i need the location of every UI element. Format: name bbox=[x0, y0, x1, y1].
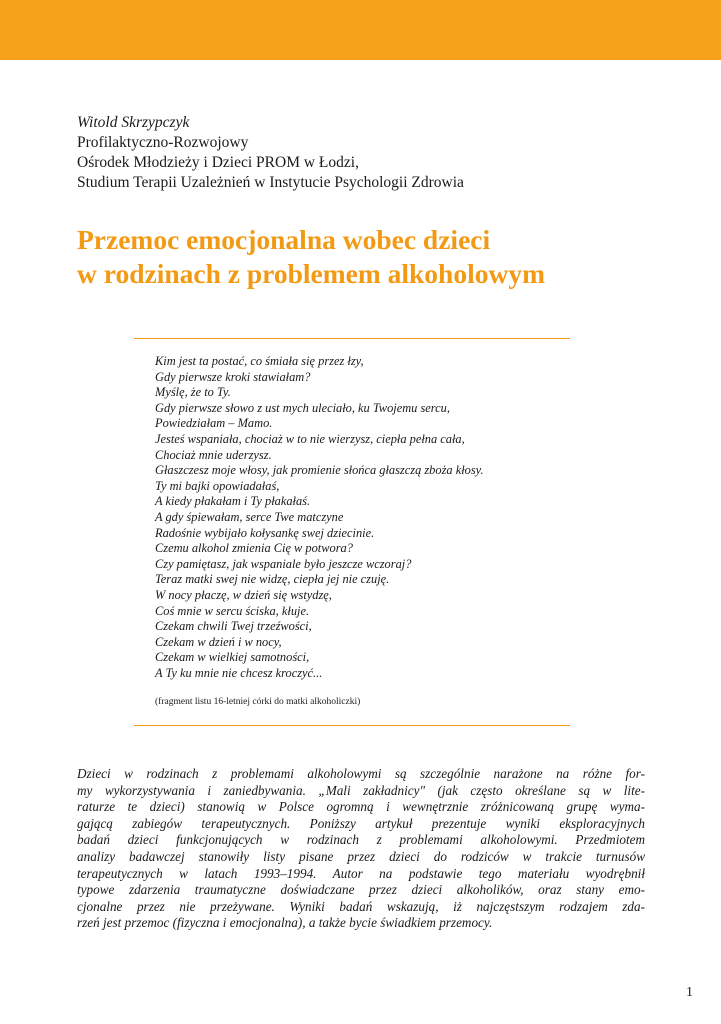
abstract-line: cjonalne przez nie przeżywane. Wyniki badań wskazują, iż najczęstszym rodzajem zda- bbox=[77, 898, 645, 914]
author-block bbox=[77, 113, 677, 193]
poem-line: Gdy pierwsze kroki stawiałam? bbox=[155, 369, 311, 384]
affiliation-line: Ośrodek Młodzieży i Dzieci PROM w Łodzi, bbox=[77, 154, 359, 171]
affiliation-line: Profilaktyczno-Rozwojowy bbox=[77, 134, 249, 151]
author-name: Witold Skrzypczyk bbox=[77, 114, 190, 131]
title-line: w rodzinach z problemem alkoholowym bbox=[77, 258, 546, 289]
poem-line: W nocy płaczę, w dzień się wstydzę, bbox=[155, 587, 332, 602]
poem-line: Powiedziałam – Mamo. bbox=[155, 416, 273, 431]
poem-line: Czekam w dzień i w nocy, bbox=[155, 634, 282, 649]
divider-bottom bbox=[134, 725, 570, 726]
poem-line: Ty mi bajki opowiadałaś, bbox=[155, 478, 280, 493]
header-color-bar bbox=[0, 0, 721, 60]
poem-line: Jesteś wspaniała, chociaż w to nie wierzysz, ciepła pełna cała, bbox=[155, 431, 465, 446]
poem-source-note: (fragment listu 16-letniej córki do matki alkoholiczki) bbox=[155, 697, 361, 707]
abstract-line: rzeń jest przemoc (fizyczna i emocjonalna), a także bycie świadkiem przemocy. bbox=[77, 915, 493, 931]
poem-line: Teraz matki swej nie widzę, ciepła jej nie czuję. bbox=[155, 572, 390, 587]
abstract-line: terapeutycznych w latach 1993–1994. Autor na podstawie tego materiału wyodrębnił bbox=[77, 865, 645, 881]
poem-line: A gdy śpiewałam, serce Twe matczyne bbox=[155, 509, 344, 524]
abstract-line: typowe zdarzenia traumatyczne doświadczane przez dzieci alkoholików, oraz stany emo- bbox=[77, 882, 645, 898]
abstract-line: raturze te dzieci) stanowią w Polsce ogromną i wewnętrznie zróżnicowaną grupę wyma- bbox=[77, 799, 645, 815]
poem-line: A kiedy płakałam i Ty płakałaś. bbox=[155, 494, 311, 509]
divider-top bbox=[134, 338, 570, 339]
poem-line: Radośnie wybijało kołysankę swej dziecinie. bbox=[155, 525, 375, 540]
poem-line: Kim jest ta postać, co śmiała się przez łzy, bbox=[155, 354, 364, 368]
abstract-line: analizy badawczej stanowiły listy pisane przez dzieci do rodziców w trakcie turnusów bbox=[77, 848, 645, 864]
poem-line: Czy pamiętasz, jak wspaniale było jeszcze wczoraj? bbox=[155, 556, 412, 571]
abstract-line: badań dzieci funkcjonujących w rodzinach z problemami alkoholowymi. Przedmiotem bbox=[77, 832, 645, 848]
affiliation-line: Studium Terapii Uzależnień w Instytucie Psychologii Zdrowia bbox=[77, 174, 464, 191]
poem-line: Myślę, że to Ty. bbox=[155, 385, 231, 400]
poem-line: Czemu alkohol zmienia Cię w potwora? bbox=[155, 541, 353, 556]
abstract-line: gającą zabiegów terapeutycznych. Poniższy artykuł prezentuje wyniki eksploracyjnych bbox=[77, 815, 645, 831]
poem-line: Coś mnie w sercu ściska, kłuje. bbox=[155, 603, 310, 618]
article-title bbox=[77, 223, 697, 291]
poem-epigraph bbox=[155, 354, 585, 681]
poem-line: Czekam w wielkiej samotności, bbox=[155, 650, 310, 665]
abstract-line: my wykorzystywania i zaniedbywania. „Mali zakładnicy" (jak często określane są w lite- bbox=[77, 782, 645, 798]
poem-line: A Ty ku mnie nie chcesz kroczyć... bbox=[155, 665, 323, 680]
abstract bbox=[77, 766, 645, 932]
poem-line: Chociaż mnie uderzysz. bbox=[155, 447, 272, 462]
page-number: 1 bbox=[686, 985, 693, 1000]
poem-line: Czekam chwili Twej trzeźwości, bbox=[155, 619, 312, 634]
abstract-line: Dzieci w rodzinach z problemami alkoholowymi są szczególnie narażone na różne for- bbox=[77, 766, 645, 781]
poem-line: Głaszczesz moje włosy, jak promienie słońca głaszczą zboża kłosy. bbox=[155, 463, 484, 478]
poem-line: Gdy pierwsze słowo z ust mych uleciało, ku Twojemu sercu, bbox=[155, 400, 450, 415]
title-line: Przemoc emocjonalna wobec dzieci bbox=[77, 224, 491, 255]
